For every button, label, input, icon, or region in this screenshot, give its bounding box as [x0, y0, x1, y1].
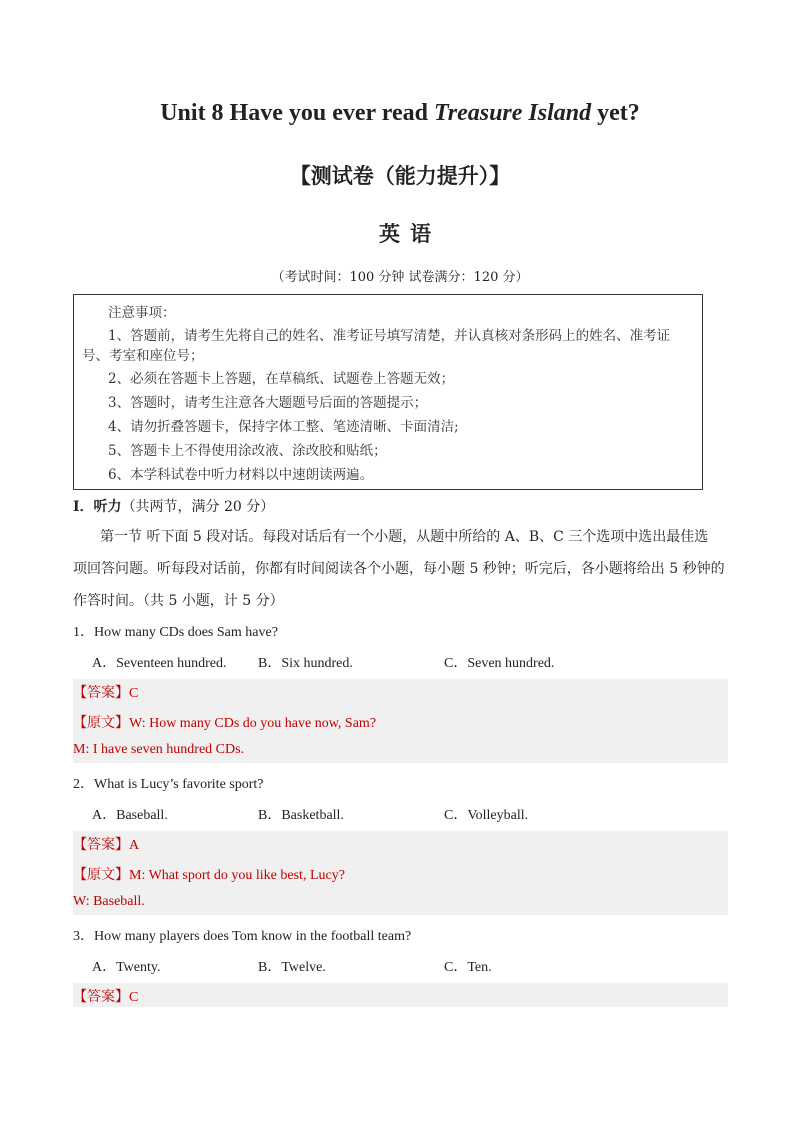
question-2-option-a: A．Baseball. [92, 808, 168, 823]
section-intro-line-1: 第一节 听下面 5 段对话。每段对话后有一个小题，从题中所给的 A、B、C 三个选项中选出最佳选 [100, 529, 709, 545]
question-1-transcript-reply: M: I have seven hundred CDs. [73, 742, 245, 757]
question-2-stem: 2．What is Lucy’s favorite sport? [73, 777, 264, 792]
question-1-option-b: B．Six hundred. [258, 656, 353, 671]
subject-heading: 英语 [379, 221, 441, 246]
notice-item-1-cont: 号、考室和座位号； [82, 348, 204, 364]
notice-item-1: 1、答题前，请考生先将自己的姓名、准考证号填写清楚，并认真核对条形码上的姓名、准考证 [108, 328, 671, 344]
page-title [0, 100, 800, 127]
title-text-end: yet? [591, 100, 640, 126]
section-label: I．听力 [73, 499, 122, 515]
question-2-transcript-reply: W: Baseball. [73, 894, 145, 909]
notice-item-5: 5、答题卡上不得使用涂改液、涂改胶和贴纸； [108, 443, 387, 459]
question-3-option-a: A．Twenty. [92, 960, 161, 975]
section-intro-line-2: 项回答问题。听每段对话前，你都有时间阅读各个小题，每小题 5 秒钟；听完后，各小题将给出 5 秒钟的 [73, 561, 725, 577]
question-2-answer: 【答案】A [73, 837, 140, 853]
test-type-subtitle: 【测试卷（能力提升）】 [289, 163, 511, 188]
question-1-option-c: C．Seven hundred. [444, 656, 555, 671]
notice-item-3: 3、答题时，请考生注意各大题题号后面的答题提示； [108, 395, 428, 411]
question-3-option-c: C．Ten. [444, 960, 492, 975]
question-3-answer: 【答案】C [73, 989, 139, 1005]
question-3-option-b: B．Twelve. [258, 960, 326, 975]
question-2-option-c: C．Volleyball. [444, 808, 529, 823]
exam-info: （考试时间：100 分钟 试卷满分：120 分） [271, 270, 529, 285]
question-2-option-b: B．Basketball. [258, 808, 344, 823]
title-book-name: Treasure Island [433, 100, 592, 126]
section-intro-line-3: 作答时间。（共 5 小题，计 5 分） [73, 593, 284, 609]
question-1-option-a: A．Seventeen hundred. [92, 656, 227, 671]
notice-item-6: 6、本学科试卷中听力材料以中速朗读两遍。 [108, 467, 374, 483]
question-3-answer-panel [73, 983, 728, 1007]
question-3-stem: 3．How many players does Tom know in the football team? [73, 929, 412, 944]
notice-item-4: 4、请勿折叠答题卡，保持字体工整、笔迹清晰、卡面清洁; [108, 419, 459, 435]
notice-item-2: 2、必须在答题卡上答题，在草稿纸、试题卷上答题无效； [108, 371, 455, 387]
notice-heading: 注意事项： [108, 305, 176, 321]
title-text: Unit 8 Have you ever read [160, 100, 434, 126]
question-1-answer: 【答案】C [73, 685, 139, 701]
section-note: （共两节，满分 20 分） [121, 499, 275, 515]
question-2-transcript: 【原文】M: What sport do you like best, Lucy? [73, 867, 345, 883]
question-1-transcript: 【原文】W: How many CDs do you have now, Sam? [73, 715, 377, 731]
notice-box [73, 294, 703, 490]
section-heading [73, 496, 274, 516]
question-1-stem: 1．How many CDs does Sam have? [73, 625, 278, 640]
